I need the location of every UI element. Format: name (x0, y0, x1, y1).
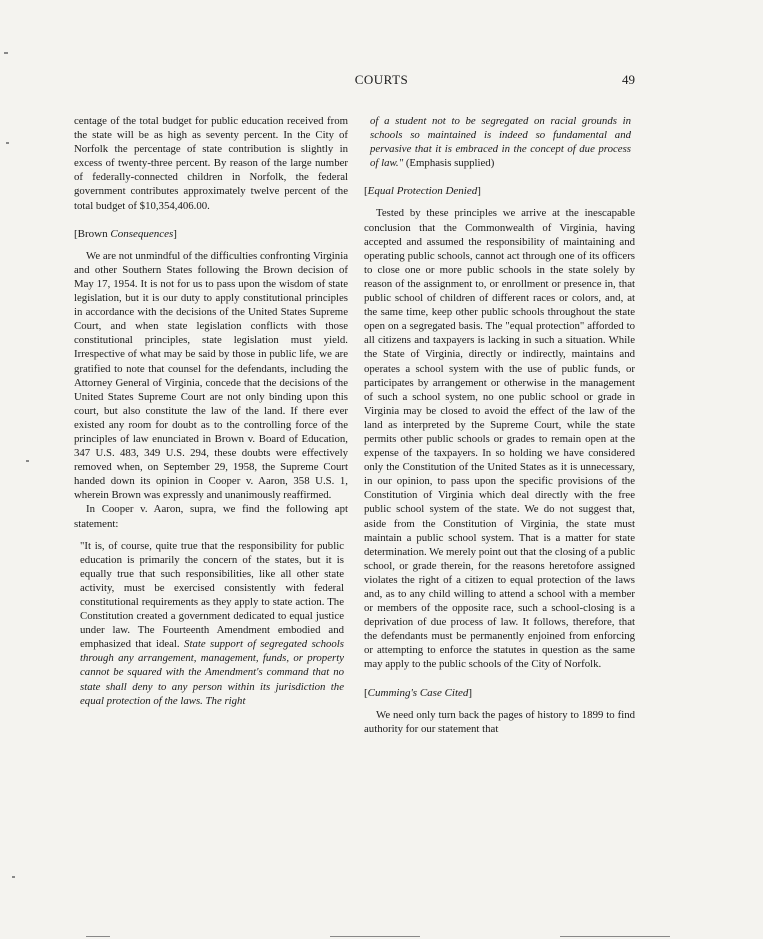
quote-text: "It is, of course, quite true that the responsibility for public education is primarily the concern of the states, but it is equally true that such responsibilities, like all other state activity, must be exercised consistently with federal constitutional requirements as they apply to state action. The Constitution created a government dedicated to equal justice under law. The Fourteenth Amendment embodied and emphasized that ideal. State support of segregated schools through any arrangement, management, funds, or property cannot be squared with the Amendment's command that no state shall deny to any person within its jurisdiction the equal protection of the laws. The right (80, 539, 344, 707)
scan-mark (6, 142, 9, 144)
paragraph-brown: We are not unmindful of the difficulties confronting Virginia and other Southern States following the Brown decision of May 17, 1954. It is not for us to pass upon the wisdom of state legislation, but it is our duty to apply constitutional principles in accordance with the decisions of the United States Supreme Court, and when state legislation conflicts with those constitutional principles, state legislation must yield. Irrespective of what may be said by those in public life, we are gratified to note that counsel for the defendants, including the Attorney General of Virginia, concede that the decisions of the United States Supreme Court are not only binding upon this court, but also constitute the law of the land. If there ever existed any room for doubt as to the controlling force of the principles of law enunciated in Brown v. Board of Education, 347 U.S. 483, 349 U.S. 294, these doubts were effectively removed when, on September 29, 1958, the Supreme Court handed down its opinion in Cooper v. Aaron, 358 U.S. 1, wherein Brown was expressly and unanimously reaffirmed. (74, 249, 348, 502)
scan-mark (330, 936, 420, 937)
scan-mark (560, 936, 670, 937)
paragraph-cummings: We need only turn back the pages of history to 1899 to find authority for our statement that (364, 708, 635, 735)
page-header (0, 72, 763, 92)
block-quote-cooper (80, 539, 344, 708)
page-number: 49 (622, 72, 635, 87)
left-column (74, 114, 348, 708)
paragraph-equal-protection: Tested by these principles we arrive at the inescapable conclusion that the Commonwealth of Virginia, having accepted and assumed the responsibility of maintaining and operating public schools, cannot act through one of its officers to close one or more public schools in the state solely by reason of the assignment to, or enrollment or presence in, that public school of children of different races or colors, and, at the same time, keep other public schools throughout the state open on a segregated basis. The "equal protection" afforded to all citizens and taxpayers is lacking in such a situation. While the State of Virginia, directly or indirectly, maintains and operates a school system with the use of public funds, or participates by arrangement or otherwise in the management of such a school system, no one public school or grade in Virginia may be closed to avoid the effect of the law of the land as interpreted by the Supreme Court, while the state permits other public schools or grades to remain open at the expense of the taxpayers. In so holding we have considered only the Constitution of the United States as it is unnecessary, in our opinion, to pass upon the specific provisions of the Constitution of Virginia which deal directly with the free public school system of the state. We do not suggest that, aside from the Constitution of Virginia, the state must maintain a public school system. That is a matter for state determination. We merely point out that the closing of a public school, or grade therein, for the reasons heretofore assigned violates the right of a citizen to equal protection of the laws and, as to any child willing to attend a school with a member or members of the opposite race, such a school-closing is a deprivation of due process of law. It follows, therefore, that the defendants must be permanently enjoined from enforcing or attempting to enforce the statutes in question as the same may apply to the public schools of the City of Norfolk. (364, 207, 635, 671)
scan-mark (26, 460, 29, 462)
paragraph-cooper-intro: In Cooper v. Aaron, supra, we find the following apt statement: (74, 503, 348, 530)
scan-mark (4, 52, 8, 54)
quote-text-continued: of a student not to be segregated on racial grounds in schools so maintained is indeed so fundamental and pervasive that it is embraced in the concept of due process of law." (Emphasis supplied) (370, 115, 631, 170)
heading-equal-protection-denied: [Equal Protection Denied] (364, 185, 481, 198)
right-column (364, 114, 635, 736)
running-head: COURTS (354, 72, 409, 87)
heading-brown-consequences: [Brown Consequences] (74, 227, 177, 240)
heading-cummings-case-cited: [Cumming's Case Cited] (364, 686, 473, 699)
paragraph-budget: centage of the total budget for public education received from the state will be as high as seventy percent. In the City of Norfolk the percentage of state contribution is slightly in excess of twenty-three percent. By reason of the large number of federally-connected children in Norfolk, the federal government contributes approximately twelve percent of the total budget of $10,354,406.00. (74, 115, 348, 212)
block-quote-cooper-continued (370, 114, 631, 170)
scan-mark (12, 876, 15, 878)
quote-emphasis: State support of segregated schools through any arrangement, management, funds, or property cannot be squared with the Amendment's command that no state shall deny to any person within its jurisdiction the equal protection of the laws. The right (80, 638, 344, 707)
scan-mark (86, 936, 110, 937)
